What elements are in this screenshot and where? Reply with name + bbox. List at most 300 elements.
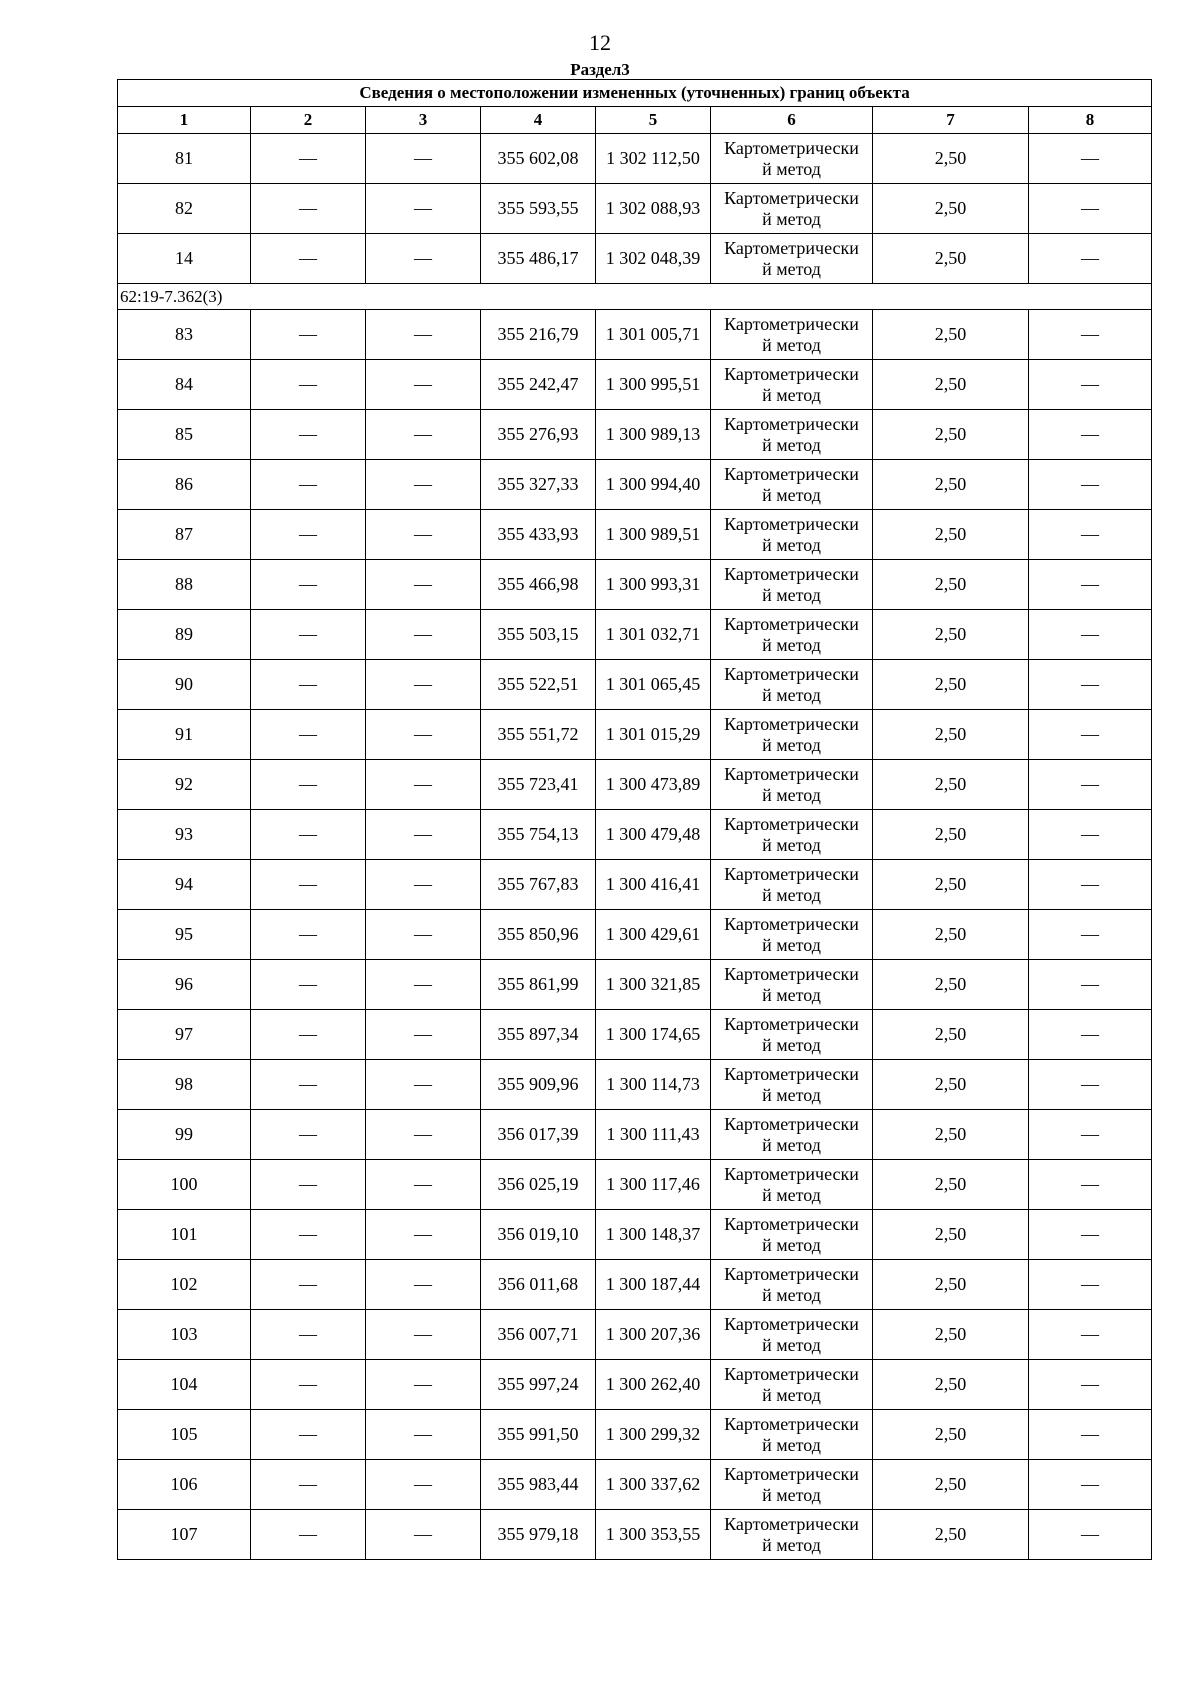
y-coordinate-cell: 1 301 015,29 <box>596 710 711 760</box>
column-number: 1 <box>118 107 251 134</box>
method-line: й метод <box>762 834 821 855</box>
point-number-cell: 94 <box>118 860 251 910</box>
method-line: й метод <box>762 734 821 755</box>
dash-cell: — <box>1029 660 1152 710</box>
dash-cell: — <box>251 910 366 960</box>
method-line: Картометрически <box>724 563 859 584</box>
point-number-cell: 93 <box>118 810 251 860</box>
dash-cell: — <box>366 310 481 360</box>
x-coordinate-cell: 355 486,17 <box>481 234 596 284</box>
point-number-cell: 83 <box>118 310 251 360</box>
accuracy-cell: 2,50 <box>873 560 1029 610</box>
x-coordinate-cell: 356 011,68 <box>481 1260 596 1310</box>
y-coordinate-cell: 1 300 174,65 <box>596 1010 711 1060</box>
accuracy-cell: 2,50 <box>873 1210 1029 1260</box>
dash-cell: — <box>366 910 481 960</box>
x-coordinate-cell: 355 602,08 <box>481 134 596 184</box>
dash-cell: — <box>366 610 481 660</box>
method-line: Картометрически <box>724 237 859 258</box>
dash-cell: — <box>366 1410 481 1460</box>
accuracy-cell: 2,50 <box>873 310 1029 360</box>
dash-cell: — <box>366 1060 481 1110</box>
method-cell <box>711 760 873 810</box>
accuracy-cell: 2,50 <box>873 910 1029 960</box>
dash-cell: — <box>251 1510 366 1560</box>
table-row <box>118 234 1152 284</box>
y-coordinate-cell: 1 301 065,45 <box>596 660 711 710</box>
method-cell <box>711 460 873 510</box>
y-coordinate-cell: 1 300 337,62 <box>596 1460 711 1510</box>
method-line: й метод <box>762 1334 821 1355</box>
dash-cell: — <box>1029 1460 1152 1510</box>
method-line: й метод <box>762 1234 821 1255</box>
x-coordinate-cell: 355 909,96 <box>481 1060 596 1110</box>
dash-cell: — <box>251 360 366 410</box>
method-cell <box>711 1110 873 1160</box>
column-number: 3 <box>366 107 481 134</box>
accuracy-cell: 2,50 <box>873 1410 1029 1460</box>
method-cell <box>711 1010 873 1060</box>
dash-cell: — <box>251 1010 366 1060</box>
accuracy-cell: 2,50 <box>873 1060 1029 1110</box>
x-coordinate-cell: 355 551,72 <box>481 710 596 760</box>
method-line: Картометрически <box>724 813 859 834</box>
dash-cell: — <box>366 134 481 184</box>
dash-cell: — <box>366 510 481 560</box>
dash-cell: — <box>1029 1260 1152 1310</box>
dash-cell: — <box>366 460 481 510</box>
accuracy-cell: 2,50 <box>873 660 1029 710</box>
group-label: 62:19-7.362(3) <box>118 284 1152 310</box>
dash-cell: — <box>1029 1210 1152 1260</box>
point-number-cell: 95 <box>118 910 251 960</box>
dash-cell: — <box>366 560 481 610</box>
table-row <box>118 860 1152 910</box>
x-coordinate-cell: 355 216,79 <box>481 310 596 360</box>
dash-cell: — <box>251 1160 366 1210</box>
dash-cell: — <box>1029 184 1152 234</box>
dash-cell: — <box>251 960 366 1010</box>
x-coordinate-cell: 355 327,33 <box>481 460 596 510</box>
table-row <box>118 460 1152 510</box>
y-coordinate-cell: 1 302 112,50 <box>596 134 711 184</box>
x-coordinate-cell: 355 522,51 <box>481 660 596 710</box>
method-line: й метод <box>762 984 821 1005</box>
dash-cell: — <box>1029 760 1152 810</box>
dash-cell: — <box>366 1260 481 1310</box>
x-coordinate-cell: 355 767,83 <box>481 860 596 910</box>
method-line: й метод <box>762 334 821 355</box>
dash-cell: — <box>366 960 481 1010</box>
dash-cell: — <box>366 660 481 710</box>
y-coordinate-cell: 1 301 032,71 <box>596 610 711 660</box>
dash-cell: — <box>366 1360 481 1410</box>
accuracy-cell: 2,50 <box>873 760 1029 810</box>
dash-cell: — <box>1029 510 1152 560</box>
method-line: й метод <box>762 258 821 279</box>
table-row <box>118 1410 1152 1460</box>
y-coordinate-cell: 1 302 088,93 <box>596 184 711 234</box>
method-line: Картометрически <box>724 1263 859 1284</box>
accuracy-cell: 2,50 <box>873 1260 1029 1310</box>
method-line: й метод <box>762 1534 821 1555</box>
method-line: Картометрически <box>724 913 859 934</box>
point-number-cell: 99 <box>118 1110 251 1160</box>
dash-cell: — <box>366 1010 481 1060</box>
dash-cell: — <box>1029 1310 1152 1360</box>
point-number-cell: 81 <box>118 134 251 184</box>
x-coordinate-cell: 355 850,96 <box>481 910 596 960</box>
point-number-cell: 85 <box>118 410 251 460</box>
x-coordinate-cell: 355 897,34 <box>481 1010 596 1060</box>
column-number: 7 <box>873 107 1029 134</box>
point-number-cell: 106 <box>118 1460 251 1510</box>
method-line: Картометрически <box>724 1413 859 1434</box>
y-coordinate-cell: 1 300 299,32 <box>596 1410 711 1460</box>
method-line: й метод <box>762 884 821 905</box>
table-row <box>118 1110 1152 1160</box>
dash-cell: — <box>251 1210 366 1260</box>
x-coordinate-cell: 355 276,93 <box>481 410 596 460</box>
table-row <box>118 1360 1152 1410</box>
table-row <box>118 810 1152 860</box>
method-cell <box>711 1460 873 1510</box>
dash-cell: — <box>251 410 366 460</box>
y-coordinate-cell: 1 300 187,44 <box>596 1260 711 1310</box>
table-row <box>118 960 1152 1010</box>
point-number-cell: 91 <box>118 710 251 760</box>
accuracy-cell: 2,50 <box>873 184 1029 234</box>
method-cell <box>711 710 873 760</box>
point-number-cell: 82 <box>118 184 251 234</box>
method-line: Картометрически <box>724 1313 859 1334</box>
x-coordinate-cell: 355 979,18 <box>481 1510 596 1560</box>
dash-cell: — <box>251 1360 366 1410</box>
y-coordinate-cell: 1 300 994,40 <box>596 460 711 510</box>
method-line: й метод <box>762 1384 821 1405</box>
table-row <box>118 1260 1152 1310</box>
method-line: й метод <box>762 434 821 455</box>
method-line: Картометрически <box>724 413 859 434</box>
method-line: Картометрически <box>724 663 859 684</box>
section-title: Раздел3 <box>570 60 630 79</box>
table-title-row <box>118 80 1152 107</box>
dash-cell: — <box>1029 1410 1152 1460</box>
point-number-cell: 101 <box>118 1210 251 1260</box>
dash-cell: — <box>366 234 481 284</box>
method-line: й метод <box>762 1484 821 1505</box>
method-line: Картометрически <box>724 137 859 158</box>
method-cell <box>711 1260 873 1310</box>
y-coordinate-cell: 1 300 353,55 <box>596 1510 711 1560</box>
dash-cell: — <box>251 234 366 284</box>
dash-cell: — <box>1029 560 1152 610</box>
y-coordinate-cell: 1 300 207,36 <box>596 1310 711 1360</box>
method-cell <box>711 1160 873 1210</box>
table-row <box>118 610 1152 660</box>
dash-cell: — <box>1029 1510 1152 1560</box>
method-line: й метод <box>762 208 821 229</box>
accuracy-cell: 2,50 <box>873 610 1029 660</box>
table-row <box>118 1010 1152 1060</box>
table-row <box>118 1210 1152 1260</box>
dash-cell: — <box>1029 710 1152 760</box>
dash-cell: — <box>1029 910 1152 960</box>
method-line: Картометрически <box>724 1213 859 1234</box>
x-coordinate-cell: 355 723,41 <box>481 760 596 810</box>
point-number-cell: 84 <box>118 360 251 410</box>
method-cell <box>711 410 873 460</box>
method-line: Картометрически <box>724 713 859 734</box>
point-number-cell: 87 <box>118 510 251 560</box>
y-coordinate-cell: 1 300 989,51 <box>596 510 711 560</box>
method-line: й метод <box>762 934 821 955</box>
point-number-cell: 90 <box>118 660 251 710</box>
method-cell <box>711 960 873 1010</box>
dash-cell: — <box>1029 360 1152 410</box>
dash-cell: — <box>366 1160 481 1210</box>
method-line: Картометрически <box>724 463 859 484</box>
method-cell <box>711 1510 873 1560</box>
method-line: й метод <box>762 1084 821 1105</box>
dash-cell: — <box>1029 1160 1152 1210</box>
y-coordinate-cell: 1 300 416,41 <box>596 860 711 910</box>
table-row <box>118 1310 1152 1360</box>
dash-cell: — <box>366 184 481 234</box>
table-row <box>118 184 1152 234</box>
y-coordinate-cell: 1 300 473,89 <box>596 760 711 810</box>
method-line: Картометрически <box>724 1363 859 1384</box>
method-line: Картометрически <box>724 963 859 984</box>
accuracy-cell: 2,50 <box>873 710 1029 760</box>
table-row <box>118 360 1152 410</box>
accuracy-cell: 2,50 <box>873 410 1029 460</box>
method-line: Картометрически <box>724 1113 859 1134</box>
dash-cell: — <box>1029 1010 1152 1060</box>
y-coordinate-cell: 1 300 148,37 <box>596 1210 711 1260</box>
table-row <box>118 910 1152 960</box>
x-coordinate-cell: 355 593,55 <box>481 184 596 234</box>
point-number-cell: 98 <box>118 1060 251 1110</box>
method-cell <box>711 360 873 410</box>
method-cell <box>711 184 873 234</box>
dash-cell: — <box>251 184 366 234</box>
dash-cell: — <box>251 1410 366 1460</box>
dash-cell: — <box>366 710 481 760</box>
dash-cell: — <box>251 660 366 710</box>
x-coordinate-cell: 355 503,15 <box>481 610 596 660</box>
dash-cell: — <box>251 860 366 910</box>
dash-cell: — <box>251 610 366 660</box>
method-cell <box>711 510 873 560</box>
x-coordinate-cell: 355 991,50 <box>481 1410 596 1460</box>
dash-cell: — <box>1029 1060 1152 1110</box>
method-line: Картометрически <box>724 363 859 384</box>
y-coordinate-cell: 1 300 993,31 <box>596 560 711 610</box>
method-cell <box>711 660 873 710</box>
table-row <box>118 660 1152 710</box>
method-line: й метод <box>762 1434 821 1455</box>
coordinates-table <box>117 79 1152 1560</box>
dash-cell: — <box>1029 1360 1152 1410</box>
accuracy-cell: 2,50 <box>873 960 1029 1010</box>
dash-cell: — <box>251 1460 366 1510</box>
dash-cell: — <box>251 760 366 810</box>
table-row <box>118 760 1152 810</box>
dash-cell: — <box>1029 460 1152 510</box>
table-row <box>118 1510 1152 1560</box>
point-number-cell: 102 <box>118 1260 251 1310</box>
method-line: й метод <box>762 384 821 405</box>
method-line: й метод <box>762 584 821 605</box>
table-row <box>118 710 1152 760</box>
method-line: й метод <box>762 784 821 805</box>
column-number: 4 <box>481 107 596 134</box>
dash-cell: — <box>366 860 481 910</box>
y-coordinate-cell: 1 300 479,48 <box>596 810 711 860</box>
dash-cell: — <box>1029 810 1152 860</box>
accuracy-cell: 2,50 <box>873 1110 1029 1160</box>
table-row <box>118 134 1152 184</box>
accuracy-cell: 2,50 <box>873 1510 1029 1560</box>
column-number: 5 <box>596 107 711 134</box>
dash-cell: — <box>366 1460 481 1510</box>
method-line: Картометрически <box>724 1013 859 1034</box>
dash-cell: — <box>251 1060 366 1110</box>
dash-cell: — <box>1029 234 1152 284</box>
page-number: 12 <box>589 30 611 55</box>
table-row <box>118 1060 1152 1110</box>
y-coordinate-cell: 1 300 995,51 <box>596 360 711 410</box>
dash-cell: — <box>251 460 366 510</box>
table-row <box>118 510 1152 560</box>
accuracy-cell: 2,50 <box>873 1460 1029 1510</box>
method-cell <box>711 1060 873 1110</box>
point-number-cell: 97 <box>118 1010 251 1060</box>
dash-cell: — <box>251 1310 366 1360</box>
point-number-cell: 88 <box>118 560 251 610</box>
y-coordinate-cell: 1 302 048,39 <box>596 234 711 284</box>
x-coordinate-cell: 355 433,93 <box>481 510 596 560</box>
method-cell <box>711 1210 873 1260</box>
dash-cell: — <box>251 1110 366 1160</box>
dash-cell: — <box>251 310 366 360</box>
point-number-cell: 104 <box>118 1360 251 1410</box>
method-line: Картометрически <box>724 1063 859 1084</box>
dash-cell: — <box>1029 310 1152 360</box>
method-line: й метод <box>762 534 821 555</box>
method-line: Картометрически <box>724 313 859 334</box>
method-line: й метод <box>762 1134 821 1155</box>
x-coordinate-cell: 355 242,47 <box>481 360 596 410</box>
dash-cell: — <box>366 810 481 860</box>
method-line: Картометрически <box>724 613 859 634</box>
method-line: й метод <box>762 1284 821 1305</box>
x-coordinate-cell: 356 017,39 <box>481 1110 596 1160</box>
point-number-cell: 105 <box>118 1410 251 1460</box>
point-number-cell: 14 <box>118 234 251 284</box>
method-cell <box>711 860 873 910</box>
table-row <box>118 1160 1152 1210</box>
column-number: 6 <box>711 107 873 134</box>
point-number-cell: 96 <box>118 960 251 1010</box>
method-cell <box>711 1360 873 1410</box>
method-cell <box>711 1410 873 1460</box>
accuracy-cell: 2,50 <box>873 234 1029 284</box>
dash-cell: — <box>251 560 366 610</box>
method-line: Картометрически <box>724 863 859 884</box>
x-coordinate-cell: 356 007,71 <box>481 1310 596 1360</box>
method-cell <box>711 234 873 284</box>
x-coordinate-cell: 356 025,19 <box>481 1160 596 1210</box>
method-cell <box>711 1310 873 1360</box>
method-line: й метод <box>762 484 821 505</box>
column-number: 2 <box>251 107 366 134</box>
table-title: Сведения о местоположении измененных (уточненных) границ объекта <box>118 80 1152 107</box>
method-cell <box>711 560 873 610</box>
dash-cell: — <box>251 510 366 560</box>
dash-cell: — <box>1029 610 1152 660</box>
dash-cell: — <box>366 1510 481 1560</box>
method-line: Картометрически <box>724 1163 859 1184</box>
dash-cell: — <box>366 1210 481 1260</box>
accuracy-cell: 2,50 <box>873 1360 1029 1410</box>
accuracy-cell: 2,50 <box>873 360 1029 410</box>
point-number-cell: 92 <box>118 760 251 810</box>
dash-cell: — <box>366 760 481 810</box>
x-coordinate-cell: 355 997,24 <box>481 1360 596 1410</box>
method-line: Картометрически <box>724 763 859 784</box>
dash-cell: — <box>1029 1110 1152 1160</box>
x-coordinate-cell: 355 754,13 <box>481 810 596 860</box>
y-coordinate-cell: 1 300 429,61 <box>596 910 711 960</box>
accuracy-cell: 2,50 <box>873 1010 1029 1060</box>
y-coordinate-cell: 1 300 114,73 <box>596 1060 711 1110</box>
accuracy-cell: 2,50 <box>873 810 1029 860</box>
point-number-cell: 107 <box>118 1510 251 1560</box>
point-number-cell: 89 <box>118 610 251 660</box>
accuracy-cell: 2,50 <box>873 134 1029 184</box>
accuracy-cell: 2,50 <box>873 1160 1029 1210</box>
method-line: й метод <box>762 1184 821 1205</box>
x-coordinate-cell: 355 861,99 <box>481 960 596 1010</box>
group-row <box>118 284 1152 310</box>
method-line: й метод <box>762 158 821 179</box>
method-line: Картометрически <box>724 1463 859 1484</box>
accuracy-cell: 2,50 <box>873 460 1029 510</box>
table-row <box>118 1460 1152 1510</box>
method-cell <box>711 610 873 660</box>
point-number-cell: 86 <box>118 460 251 510</box>
x-coordinate-cell: 355 466,98 <box>481 560 596 610</box>
x-coordinate-cell: 356 019,10 <box>481 1210 596 1260</box>
column-number-row <box>118 107 1152 134</box>
method-line: Картометрически <box>724 187 859 208</box>
method-cell <box>711 810 873 860</box>
y-coordinate-cell: 1 300 262,40 <box>596 1360 711 1410</box>
dash-cell: — <box>251 810 366 860</box>
dash-cell: — <box>366 410 481 460</box>
method-cell <box>711 910 873 960</box>
y-coordinate-cell: 1 301 005,71 <box>596 310 711 360</box>
method-cell <box>711 310 873 360</box>
method-line: Картометрически <box>724 513 859 534</box>
y-coordinate-cell: 1 300 989,13 <box>596 410 711 460</box>
method-line: й метод <box>762 1034 821 1055</box>
dash-cell: — <box>366 1110 481 1160</box>
point-number-cell: 100 <box>118 1160 251 1210</box>
method-line: й метод <box>762 684 821 705</box>
